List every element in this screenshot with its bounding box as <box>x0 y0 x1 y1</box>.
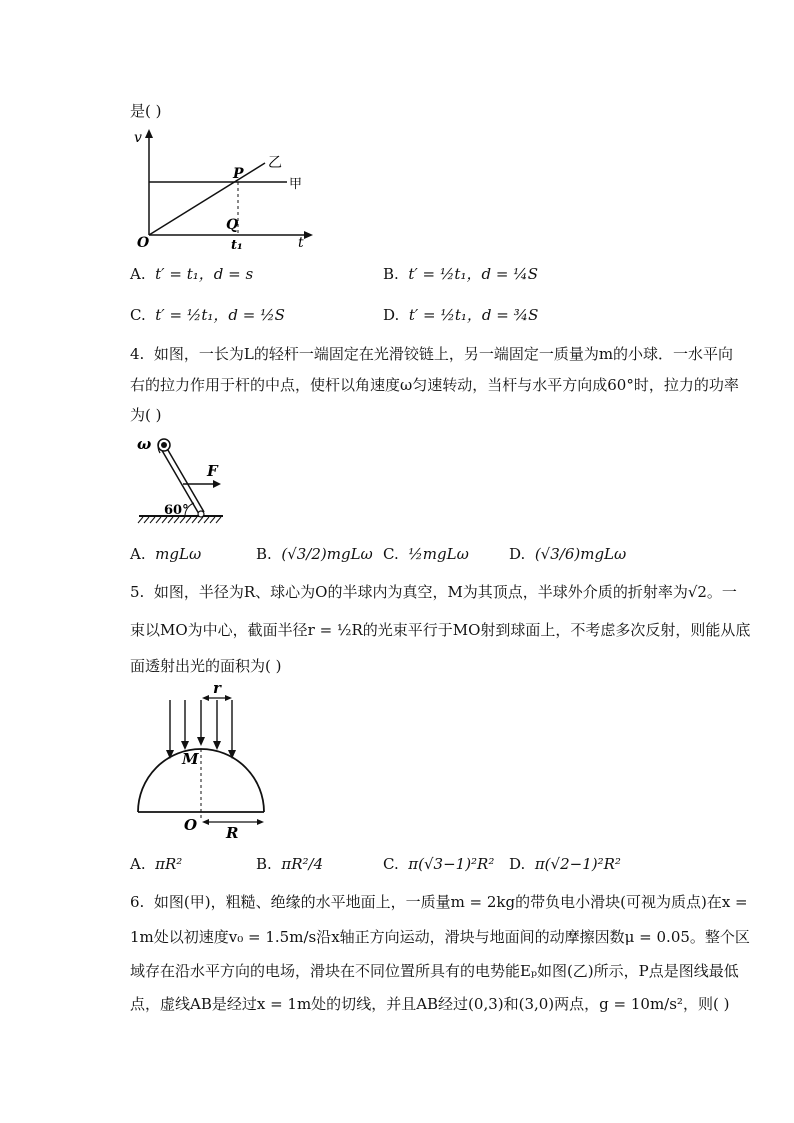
q3-question-tail: 是( ) <box>130 102 162 120</box>
rod-edge-2 <box>165 445 204 512</box>
angle-label: 60° <box>164 503 189 518</box>
q5-hemisphere-figure <box>132 679 274 842</box>
force-label: F <box>207 462 218 480</box>
q4-option-c[interactable]: C. ½mgLω <box>383 545 469 563</box>
q3-option-b[interactable]: B. t′ = ½t₁，d = ¼S <box>383 265 538 283</box>
q3-option-d[interactable]: D. t′ = ½t₁，d = ¾S <box>383 306 539 324</box>
q4-option-d[interactable]: D. (√3/6)mgLω <box>509 545 627 563</box>
label-r: r <box>213 679 221 697</box>
tick-label-t1: t₁ <box>231 238 243 253</box>
ball-inner <box>161 442 167 448</box>
origin-label: O <box>137 235 150 251</box>
axis-label-t: t <box>298 235 304 251</box>
line-label-yi: 乙 <box>268 155 282 171</box>
q6-line-3: 域存在沿水平方向的电场，滑块在不同位置所具有的电势能Eₚ如图(乙)所示，P点是图线最低 <box>130 962 739 980</box>
q6-line-2: 1m处以初速度v₀ = 1.5m/s沿x轴正方向运动，滑块与地面间的动摩擦因数μ = 0.05。整个区 <box>130 928 750 946</box>
axis-label-v: v <box>134 130 142 146</box>
q6-number: 6. <box>130 893 145 911</box>
point-label-p: P <box>233 166 244 182</box>
q6-line-4: 点，虚线AB是经过x = 1m处的切线，并且AB经过(0,3)和(3,0)两点，g = 10m/s²，则( ) <box>130 995 730 1013</box>
q5-line-1: 5. 如图，半径为R、球心为O的半球内为真空，M为其顶点，半球外介质的折射率为√2。一 <box>130 583 737 601</box>
q4-line-3: 为( ) <box>130 406 162 424</box>
v-axis-arrow <box>145 129 153 138</box>
q4-line-2: 右的拉力作用于杆的中点，使杆以角速度ω匀速转动，当杆与水平方向成60°时，拉力的功率 <box>130 376 739 394</box>
q4-option-a[interactable]: A. mgLω <box>130 545 202 563</box>
q5-line-3: 面透射出光的面积为( ) <box>130 657 282 675</box>
q3-option-c[interactable]: C. t′ = ½t₁，d = ½S <box>130 306 285 324</box>
line-label-jia: 甲 <box>289 177 303 192</box>
label-M: M <box>182 750 199 768</box>
t-axis-arrow <box>304 231 313 239</box>
q3-vt-graph <box>125 125 325 253</box>
omega-label: ω <box>137 435 152 453</box>
q4-option-b[interactable]: B. (√3/2)mgLω <box>256 545 373 563</box>
hinge-pivot <box>198 511 204 517</box>
q6-line-1: 6. 如图(甲)，粗糙、绝缘的水平地面上，一质量m = 2kg的带负电小滑块(可视为质点)在x = <box>130 893 748 911</box>
force-arrow-head <box>213 480 221 488</box>
q5-line-2: 束以MO为中心，截面半径r = ½R的光束平行于MO射到球面上，不考虑多次反射，则能从底 <box>130 621 751 639</box>
label-R: R <box>226 824 239 842</box>
label-O: O <box>184 816 198 834</box>
q5-option-b[interactable]: B. πR²/4 <box>256 855 324 873</box>
q4-line-1: 4. 如图，一长为L的轻杆一端固定在光滑铰链上，另一端固定一质量为m的小球．一水平向 <box>130 345 734 363</box>
q4-rod-figure <box>135 432 230 527</box>
q4-number: 4. <box>130 345 145 363</box>
point-label-q: Q <box>226 217 239 233</box>
q5-option-c[interactable]: C. π(√3−1)²R² <box>383 855 495 873</box>
q5-number: 5. <box>130 583 145 601</box>
q5-option-a[interactable]: A. πR² <box>130 855 183 873</box>
q3-option-a[interactable]: A. t′ = t₁，d = s <box>130 265 254 283</box>
line-yi <box>149 163 265 235</box>
q5-option-d[interactable]: D. π(√2−1)²R² <box>509 855 621 873</box>
